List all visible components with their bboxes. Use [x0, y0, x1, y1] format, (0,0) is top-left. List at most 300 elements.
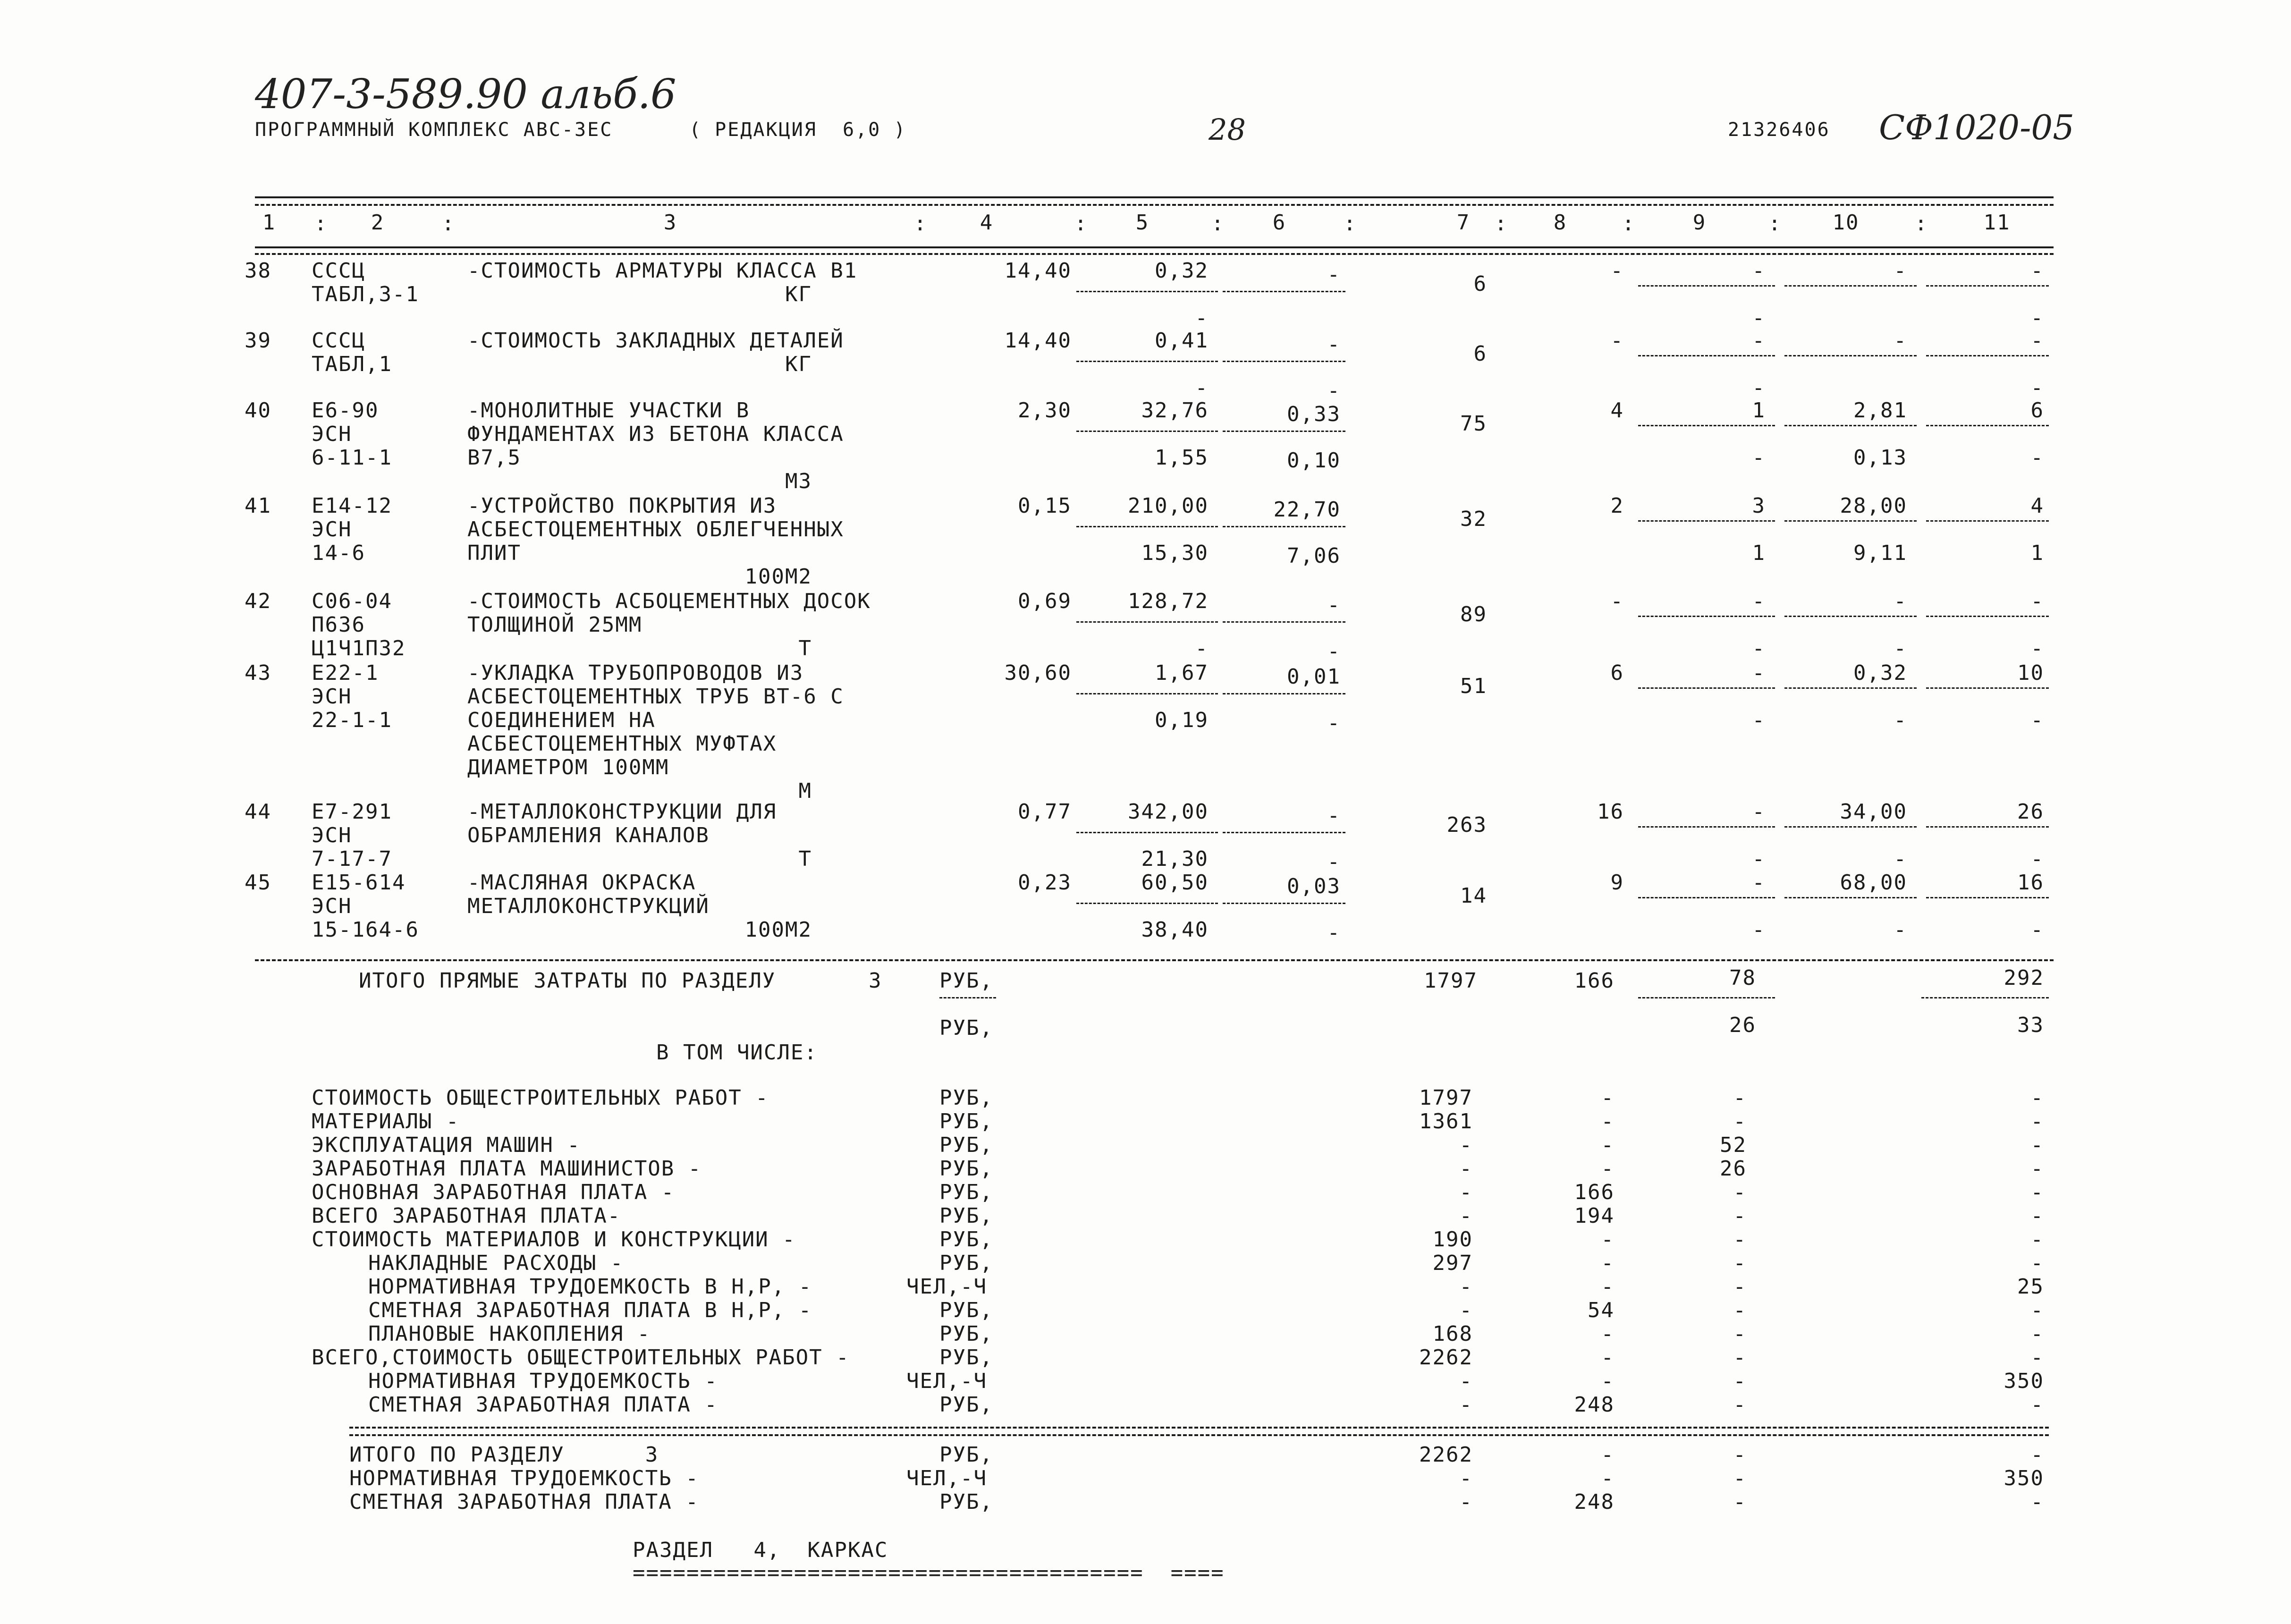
section-total-machine: - [1733, 1466, 1747, 1490]
breakdown-wages: - [1601, 1086, 1615, 1110]
unit-cost-wages: - [1195, 306, 1209, 330]
labour-machinist-total: - [2030, 446, 2044, 470]
cell-separator [1784, 897, 1917, 898]
machine-cost: - [1327, 262, 1341, 287]
column-divider: : [1343, 211, 1357, 236]
breakdown-cost: 168 [1432, 1322, 1473, 1346]
breakdown-labour: - [2030, 1180, 2044, 1204]
column-divider: : [1622, 211, 1636, 236]
unit-cost-wages: 38,40 [1141, 918, 1209, 942]
cell-separator [1638, 616, 1775, 617]
unit-of-measure: КГ [785, 282, 812, 306]
breakdown-labour: - [2030, 1251, 2044, 1275]
breakdown-unit: РУБ, [939, 1393, 993, 1417]
cell-separator [1784, 355, 1917, 356]
unit-cost-total: 0,32 [1155, 259, 1209, 283]
labour-machinist-total: 1 [2030, 541, 2044, 565]
quantity: 0,77 [1018, 800, 1072, 824]
norm-code: 22-1-1 [312, 708, 392, 732]
breakdown-labour: - [2030, 1345, 2044, 1370]
breakdown-wages: - [1601, 1369, 1615, 1393]
section-total-unit: ЧЕЛ,-Ч [906, 1466, 987, 1490]
column-header-8: 8 [1553, 211, 1567, 235]
breakdown-labour: - [2030, 1227, 2044, 1252]
labour-total: 4 [2030, 494, 2044, 518]
section-total-labour: 350 [2004, 1466, 2044, 1490]
total-cost: 51 [1460, 674, 1487, 698]
work-name: АСБЕСТОЦЕМЕНТНЫХ ТРУБ ВТ-6 С [467, 685, 844, 709]
machine-cost: 0,01 [1287, 665, 1341, 689]
machine-wages-total: - [1752, 446, 1766, 470]
section-total-cost: - [1459, 1466, 1473, 1490]
cell-separator [1076, 431, 1218, 432]
totals-label: ИТОГО ПРЯМЫЕ ЗАТРАТЫ ПО РАЗДЕЛУ [359, 969, 776, 993]
cell-separator [1926, 520, 2049, 522]
work-name: СОЕДИНЕНИЕМ НА [467, 708, 656, 732]
work-name: В7,5 [467, 446, 521, 470]
total-cost: 75 [1460, 412, 1487, 436]
machine-wages-total: - [1752, 708, 1766, 732]
cell-separator [1784, 285, 1917, 287]
breakdown-wages: 54 [1588, 1298, 1615, 1322]
totals-unit: РУБ, [939, 969, 993, 993]
unit-of-measure: Т [798, 847, 812, 871]
work-name: АСБЕСТОЦЕМЕНТНЫХ МУФТАХ [467, 732, 777, 756]
section-total-wages: - [1601, 1466, 1615, 1490]
breakdown-cost: - [1459, 1369, 1473, 1393]
unit-cost-total: 342,00 [1128, 800, 1209, 824]
breakdown-cost: - [1459, 1393, 1473, 1417]
breakdown-machine: - [1733, 1109, 1747, 1133]
machine-wages-total: - [1752, 306, 1766, 330]
totals-labour-machinist: 33 [2017, 1013, 2044, 1037]
breakdown-wages: - [1601, 1227, 1615, 1252]
breakdown-unit: РУБ, [939, 1180, 993, 1204]
unit-cost-total: 128,72 [1128, 589, 1209, 613]
breakdown-wages: 166 [1574, 1180, 1615, 1204]
cell-separator [1926, 826, 2049, 828]
breakdown-cost: 297 [1432, 1251, 1473, 1275]
breakdown-label: СМЕТНАЯ ЗАРАБОТНАЯ ПЛАТА В Н,Р, - [368, 1298, 812, 1322]
machine-wages: - [1327, 379, 1341, 403]
totals-unit: РУБ, [939, 1016, 993, 1040]
unit-cost-total: 1,67 [1155, 661, 1209, 685]
cell-separator [1076, 526, 1218, 527]
breakdown-machine: - [1733, 1204, 1747, 1228]
cell-separator [1076, 903, 1218, 904]
breakdown-label: НАКЛАДНЫЕ РАСХОДЫ - [368, 1251, 624, 1275]
breakdown-unit: РУБ, [939, 1133, 993, 1157]
breakdown-machine: - [1733, 1251, 1747, 1275]
breakdown-cost: 2262 [1419, 1345, 1473, 1370]
wages-total: 6 [1610, 661, 1624, 685]
cell-separator [1076, 693, 1218, 694]
breakdown-cost: - [1459, 1180, 1473, 1204]
norm-code: ЭСН [312, 517, 352, 541]
labour-unit: 28,00 [1840, 494, 1907, 518]
norm-code: ТАБЛ,1 [312, 352, 392, 376]
breakdown-labour: - [2030, 1393, 2044, 1417]
breakdown-machine: - [1733, 1369, 1747, 1393]
column-header-9: 9 [1692, 211, 1707, 235]
labour-machinist-total: - [2030, 306, 2044, 330]
breakdown-label: ЭКСПЛУАТАЦИЯ МАШИН - [312, 1133, 581, 1157]
column-divider: : [441, 211, 456, 236]
row-number: 43 [245, 661, 271, 685]
cell-separator [1638, 285, 1775, 287]
breakdown-machine: - [1733, 1322, 1747, 1346]
norm-code: ЭСН [312, 422, 352, 446]
norm-code: ЭСН [312, 823, 352, 847]
cell-separator [1926, 897, 2049, 898]
breakdown-wages: - [1601, 1251, 1615, 1275]
table-top-rule [255, 196, 2054, 198]
breakdown-unit: РУБ, [939, 1227, 993, 1252]
norm-code: Е22-1 [312, 661, 379, 685]
wages-total: 2 [1610, 494, 1624, 518]
breakdown-unit: РУБ, [939, 1322, 993, 1346]
section-total-unit: РУБ, [939, 1490, 993, 1514]
norm-code: 7-17-7 [312, 847, 392, 871]
breakdown-wages: - [1601, 1275, 1615, 1299]
cell-separator [1638, 826, 1775, 828]
column-header-2: 2 [371, 211, 385, 235]
breakdown-label: ВСЕГО ЗАРАБОТНАЯ ПЛАТА- [312, 1204, 621, 1228]
breakdown-cost: 1361 [1419, 1109, 1473, 1133]
labour-unit: - [1894, 329, 1907, 353]
next-section-title: РАЗДЕЛ 4, КАРКАС [633, 1538, 888, 1562]
machine-total: - [1752, 589, 1766, 613]
column-header-3: 3 [663, 211, 677, 235]
unit-of-measure: КГ [785, 352, 812, 376]
section-total-unit: РУБ, [939, 1443, 993, 1467]
breakdown-label: НОРМАТИВНАЯ ТРУДОЕМКОСТЬ - [368, 1369, 718, 1393]
machine-wages: 0,10 [1287, 448, 1341, 473]
totals-rule [255, 959, 2054, 961]
norm-code: 14-6 [312, 541, 365, 565]
labour-machinist-total: - [2030, 708, 2044, 732]
breakdown-machine: 52 [1720, 1133, 1747, 1157]
totals-cost: 1797 [1424, 969, 1478, 993]
breakdown-label: СМЕТНАЯ ЗАРАБОТНАЯ ПЛАТА - [368, 1393, 718, 1417]
program-title: ПРОГРАММНЫЙ КОМПЛЕКС АВС-3ЕС [255, 119, 613, 141]
labour-unit: 0,32 [1853, 661, 1907, 685]
labour-machinist-unit: 0,13 [1853, 446, 1907, 470]
total-cost: 6 [1473, 272, 1487, 296]
next-section-underline: ====================================== ==== [633, 1561, 1225, 1585]
column-divider: : [1768, 211, 1782, 236]
breakdown-cost: 1797 [1419, 1086, 1473, 1110]
machine-total: 3 [1752, 494, 1766, 518]
cell-separator [1784, 826, 1917, 828]
norm-code: Е6-90 [312, 398, 379, 423]
breakdown-wages: - [1601, 1157, 1615, 1181]
column-header-1: 1 [262, 211, 276, 235]
header-bottom-rule [255, 246, 2054, 248]
column-divider: : [1074, 211, 1088, 236]
page-number: 28 [1209, 112, 1246, 147]
breakdown-machine: - [1733, 1086, 1747, 1110]
unit-cost-total: 210,00 [1128, 494, 1209, 518]
unit-cost-total: 60,50 [1141, 871, 1209, 895]
unit-of-measure: Т [798, 636, 812, 660]
cell-separator [1926, 425, 2049, 426]
row-number: 42 [245, 589, 271, 613]
work-name: -СТОИМОСТЬ АСБОЦЕМЕНТНЫХ ДОСОК [467, 589, 871, 613]
labour-total: 26 [2017, 800, 2044, 824]
row-number: 44 [245, 800, 271, 824]
breakdown-machine: - [1733, 1180, 1747, 1204]
labour-total: 6 [2030, 398, 2044, 423]
breakdown-unit: РУБ, [939, 1086, 993, 1110]
breakdown-cost: - [1459, 1298, 1473, 1322]
handwritten-reference: 407-3-589.90 альб.6 [255, 71, 676, 118]
table-top-rule-2 [255, 204, 2054, 206]
work-name: ФУНДАМЕНТАХ ИЗ БЕТОНА КЛАССА [467, 422, 844, 446]
row-number: 38 [245, 259, 271, 283]
breakdown-labour: - [2030, 1109, 2044, 1133]
breakdown-unit: РУБ, [939, 1298, 993, 1322]
work-name: ТОЛЩИНОЙ 25ММ [467, 613, 642, 637]
norm-code: СССЦ [312, 259, 365, 283]
norm-code: Е14-12 [312, 494, 392, 518]
breakdown-wages: - [1601, 1109, 1615, 1133]
machine-cost: 22,70 [1273, 498, 1341, 522]
cell-separator [1926, 616, 2049, 617]
section-total-label: НОРМАТИВНАЯ ТРУДОЕМКОСТЬ - [349, 1466, 699, 1490]
work-name: -СТОИМОСТЬ АРМАТУРЫ КЛАССА В1 [467, 259, 858, 283]
breakdown-machine: - [1733, 1345, 1747, 1370]
machine-cost: 0,03 [1287, 874, 1341, 898]
column-header-11: 11 [1983, 211, 2011, 235]
labour-unit: - [1894, 589, 1907, 613]
machine-total: - [1752, 259, 1766, 283]
norm-code: 6-11-1 [312, 446, 392, 470]
breakdown-unit: РУБ, [939, 1157, 993, 1181]
row-number: 40 [245, 398, 271, 423]
labour-unit: 68,00 [1840, 871, 1907, 895]
breakdown-wages: 194 [1574, 1204, 1615, 1228]
section-total-rule-2 [349, 1434, 2049, 1436]
quantity: 0,23 [1018, 871, 1072, 895]
machine-cost: - [1327, 332, 1341, 356]
row-number: 39 [245, 329, 271, 353]
column-header-10: 10 [1832, 211, 1860, 235]
totals-unit-separator [939, 997, 996, 998]
cell-separator [1638, 425, 1775, 426]
breakdown-machine: 26 [1720, 1157, 1747, 1181]
breakdown-label: ЗАРАБОТНАЯ ПЛАТА МАШИНИСТОВ - [312, 1157, 702, 1181]
quantity: 0,69 [1018, 589, 1072, 613]
norm-code: ЭСН [312, 894, 352, 918]
section-total-wages: - [1601, 1443, 1615, 1467]
norm-code: Е15-614 [312, 871, 406, 895]
total-cost: 32 [1460, 507, 1487, 531]
cell-separator [1076, 361, 1218, 362]
labour-machinist-total: - [2030, 918, 2044, 942]
breakdown-unit: ЧЕЛ,-Ч [906, 1275, 987, 1299]
norm-code: ЭСН [312, 685, 352, 709]
wages-total: 9 [1610, 871, 1624, 895]
labour-machinist-total: - [2030, 636, 2044, 660]
row-number: 45 [245, 871, 271, 895]
machine-total: - [1752, 661, 1766, 685]
unit-cost-wages: 0,19 [1155, 708, 1209, 732]
work-name: АСБЕСТОЦЕМЕНТНЫХ ОБЛЕГЧЕННЫХ [467, 517, 844, 541]
cell-separator [1784, 520, 1917, 522]
section-total-wages: 248 [1574, 1490, 1615, 1514]
breakdown-labour: 350 [2004, 1369, 2044, 1393]
breakdown-labour: 25 [2017, 1275, 2044, 1299]
work-name: -СТОИМОСТЬ ЗАКЛАДНЫХ ДЕТАЛЕЙ [467, 329, 844, 353]
wages-total: - [1610, 589, 1624, 613]
column-divider: : [1494, 211, 1508, 236]
breakdown-label: НОРМАТИВНАЯ ТРУДОЕМКОСТЬ В Н,Р, - [368, 1275, 812, 1299]
breakdown-cost: - [1459, 1204, 1473, 1228]
row-number: 41 [245, 494, 271, 518]
labour-machinist-total: - [2030, 376, 2044, 400]
machine-cost: - [1327, 804, 1341, 828]
section-total-machine: - [1733, 1490, 1747, 1514]
labour-machinist-unit: - [1894, 708, 1907, 732]
breakdown-cost: 190 [1432, 1227, 1473, 1252]
norm-code: П636 [312, 613, 365, 637]
unit-of-measure: 100М2 [744, 918, 812, 942]
machine-wages-total: 1 [1752, 541, 1766, 565]
cell-separator [1921, 997, 2049, 998]
norm-code: ТАБЛ,3-1 [312, 282, 419, 306]
work-name: ПЛИТ [467, 541, 521, 565]
column-divider: : [913, 211, 928, 236]
wages-total: - [1610, 329, 1624, 353]
machine-total: - [1752, 871, 1766, 895]
section-total-cost: - [1459, 1490, 1473, 1514]
handwritten-sheet-code: СФ1020-05 [1879, 108, 2075, 147]
totals-machine-wages: 26 [1729, 1013, 1756, 1037]
breakdown-unit: РУБ, [939, 1204, 993, 1228]
work-name: -УКЛАДКА ТРУБОПРОВОДОВ ИЗ [467, 661, 804, 685]
work-name: ДИАМЕТРОМ 100ММ [467, 755, 669, 779]
machine-wages-total: - [1752, 636, 1766, 660]
header-bottom-rule-2 [255, 253, 2054, 255]
unit-cost-wages: - [1195, 376, 1209, 400]
cell-separator [1076, 291, 1218, 292]
machine-wages-total: - [1752, 376, 1766, 400]
machine-total: - [1752, 329, 1766, 353]
cell-separator [1926, 355, 2049, 356]
wages-total: 4 [1610, 398, 1624, 423]
breakdown-machine: - [1733, 1298, 1747, 1322]
machine-wages: - [1327, 850, 1341, 874]
cell-separator [1638, 997, 1775, 998]
labour-total: - [2030, 329, 2044, 353]
breakdown-label: ОСНОВНАЯ ЗАРАБОТНАЯ ПЛАТА - [312, 1180, 675, 1204]
unit-of-measure: М3 [785, 469, 812, 493]
column-header-4: 4 [980, 211, 994, 235]
totals-machine: 78 [1729, 966, 1756, 990]
quantity: 30,60 [1004, 661, 1072, 685]
unit-cost-total: 32,76 [1141, 398, 1209, 423]
quantity: 0,15 [1018, 494, 1072, 518]
labour-machinist-unit: - [1894, 918, 1907, 942]
breakdown-unit: РУБ, [939, 1345, 993, 1370]
machine-wages: - [1327, 639, 1341, 663]
breakdown-wages: - [1601, 1322, 1615, 1346]
breakdown-wages: - [1601, 1133, 1615, 1157]
cell-separator [1926, 687, 2049, 689]
labour-total: 16 [2017, 871, 2044, 895]
column-header-7: 7 [1456, 211, 1471, 235]
machine-total: 1 [1752, 398, 1766, 423]
section-total-cost: 2262 [1419, 1443, 1473, 1467]
work-name: МЕТАЛЛОКОНСТРУКЦИЙ [467, 894, 710, 918]
machine-wages: - [1327, 711, 1341, 735]
breakdown-label: СТОИМОСТЬ ОБЩЕСТРОИТЕЛЬНЫХ РАБОТ - [312, 1086, 769, 1110]
breakdown-labour: - [2030, 1204, 2044, 1228]
cell-separator [1638, 355, 1775, 356]
labour-total: - [2030, 589, 2044, 613]
column-divider: : [1914, 211, 1928, 236]
labour-unit: 34,00 [1840, 800, 1907, 824]
work-name: ОБРАМЛЕНИЯ КАНАЛОВ [467, 823, 710, 847]
cell-separator [1784, 687, 1917, 689]
norm-code: Е7-291 [312, 800, 392, 824]
cell-separator [1076, 832, 1218, 833]
machine-cost: 0,33 [1287, 402, 1341, 426]
cell-separator [1784, 425, 1917, 426]
breakdown-label: ВСЕГО,СТОИМОСТЬ ОБЩЕСТРОИТЕЛЬНЫХ РАБОТ - [312, 1345, 850, 1370]
labour-unit: - [1894, 259, 1907, 283]
machine-wages: 7,06 [1287, 544, 1341, 568]
totals-wages: 166 [1574, 969, 1615, 993]
machine-cost: - [1327, 593, 1341, 617]
section-total-label: СМЕТНАЯ ЗАРАБОТНАЯ ПЛАТА - [349, 1490, 699, 1514]
breakdown-cost: - [1459, 1157, 1473, 1181]
total-cost: 89 [1460, 602, 1487, 626]
totals-labour: 292 [2004, 966, 2044, 990]
section-total-labour: - [2030, 1443, 2044, 1467]
quantity: 2,30 [1018, 398, 1072, 423]
wages-total: 16 [1597, 800, 1624, 824]
breakdown-machine: - [1733, 1227, 1747, 1252]
column-header-6: 6 [1272, 211, 1286, 235]
column-divider: : [1211, 211, 1225, 236]
work-name: -УСТРОЙСТВО ПОКРЫТИЯ ИЗ [467, 494, 777, 518]
norm-code: С06-04 [312, 589, 392, 613]
work-name: -МОНОЛИТНЫЕ УЧАСТКИ В [467, 398, 750, 423]
cell-separator [1076, 621, 1218, 623]
breakdown-machine: - [1733, 1275, 1747, 1299]
section-total-machine: - [1733, 1443, 1747, 1467]
unit-of-measure: 100М2 [744, 565, 812, 589]
wages-total: - [1610, 259, 1624, 283]
section-total-label: ИТОГО ПО РАЗДЕЛУ 3 [349, 1443, 659, 1467]
labour-unit: 2,81 [1853, 398, 1907, 423]
norm-code: Ц1Ч1П32 [312, 636, 406, 660]
labour-machinist-total: - [2030, 847, 2044, 871]
quantity: 14,40 [1004, 259, 1072, 283]
norm-code: 15-164-6 [312, 918, 419, 942]
column-header-5: 5 [1135, 211, 1150, 235]
cell-separator [1784, 616, 1917, 617]
section-total-rule [349, 1427, 2049, 1429]
labour-total: - [2030, 259, 2044, 283]
labour-total: 10 [2017, 661, 2044, 685]
breakdown-wages: - [1601, 1345, 1615, 1370]
breakdown-label: МАТЕРИАЛЫ - [312, 1109, 460, 1133]
breakdown-labour: - [2030, 1298, 2044, 1322]
unit-cost-wages: - [1195, 636, 1209, 660]
